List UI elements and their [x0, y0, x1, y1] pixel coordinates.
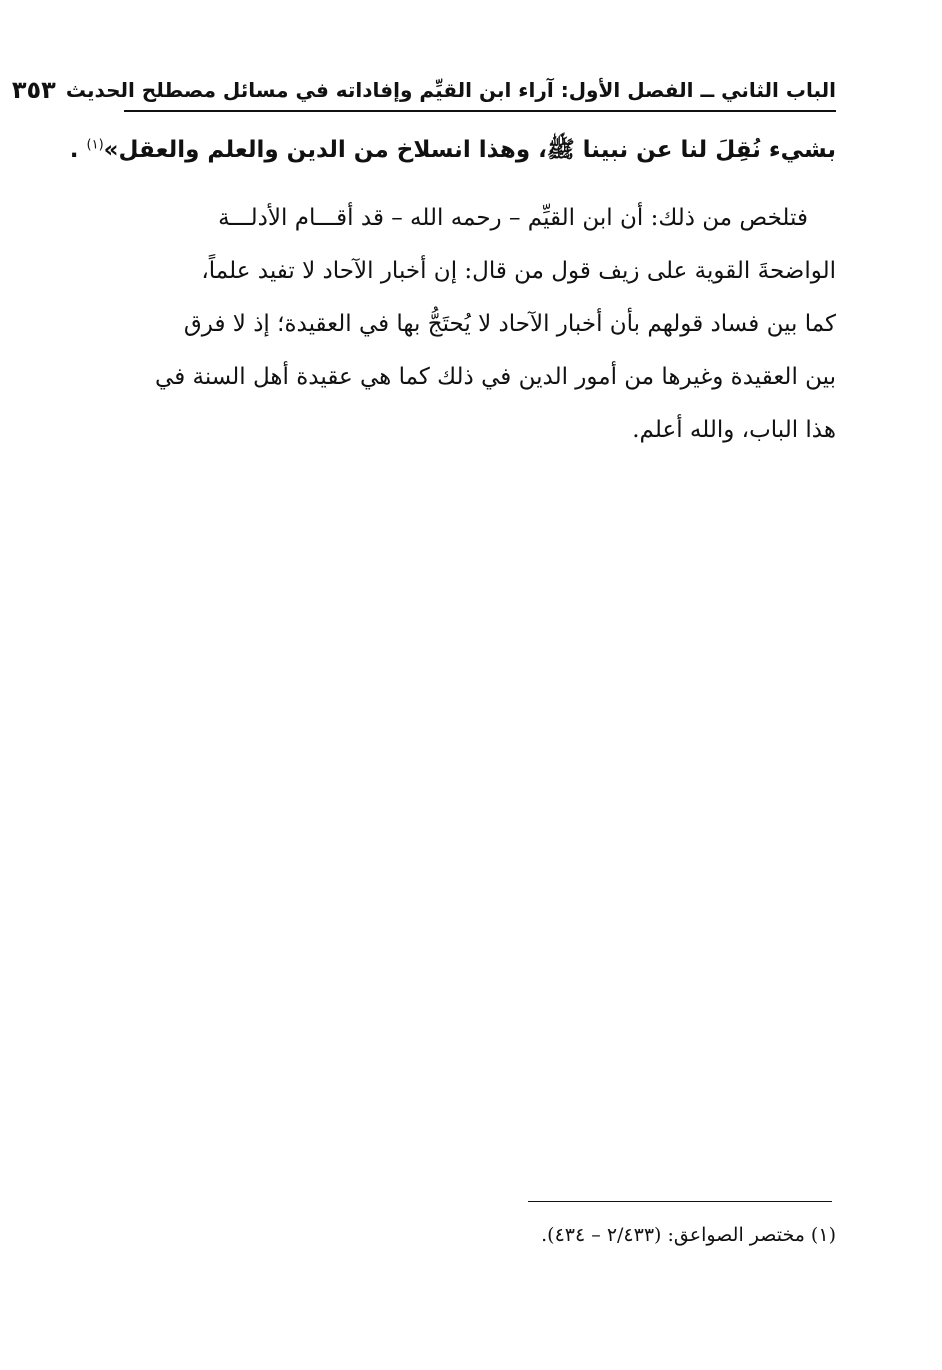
footnote: (١) مختصر الصواعق: (٢/٤٣٣ – ٤٣٤). [541, 1224, 836, 1246]
paragraph-line: كما بين فساد قولهم بأن أخبار الآحاد لا يُحتَجُّ بها في العقيدة؛ إذ لا فرق [183, 311, 836, 337]
paragraph-line: هذا الباب، والله أعلم. [632, 417, 836, 443]
body-paragraph [124, 192, 836, 457]
paragraph-line: بين العقيدة وغيرها من أمور الدين في ذلك كما هي عقيدة أهل السنة في [155, 364, 836, 390]
running-header [11, 70, 836, 112]
chapter-title: الباب الثاني ــ الفصل الأول: آراء ابن القيِّم وإفاداته في مسائل مصطلح الحديث [65, 78, 836, 102]
footnote-separator [528, 1201, 832, 1202]
paragraph-line: فتلخص من ذلك: أن ابن القيِّم – رحمه الله – قد أقـــام الأدلـــة [218, 205, 808, 231]
page-number: ٣٥٣ [11, 75, 56, 104]
footnote-marker: (١) [86, 137, 104, 153]
quoted-text: بشيء نُقِلَ لنا عن نبينا ﷺ، وهذا انسلاخ من الدين والعلم والعقل» [103, 137, 836, 163]
quoted-text-line [69, 126, 836, 174]
paragraph-line: الواضحةَ القوية على زيف قول من قال: إن أخبار الآحاد لا تفيد علماً، [201, 258, 836, 284]
quote-end-punctuation: . [69, 137, 79, 163]
